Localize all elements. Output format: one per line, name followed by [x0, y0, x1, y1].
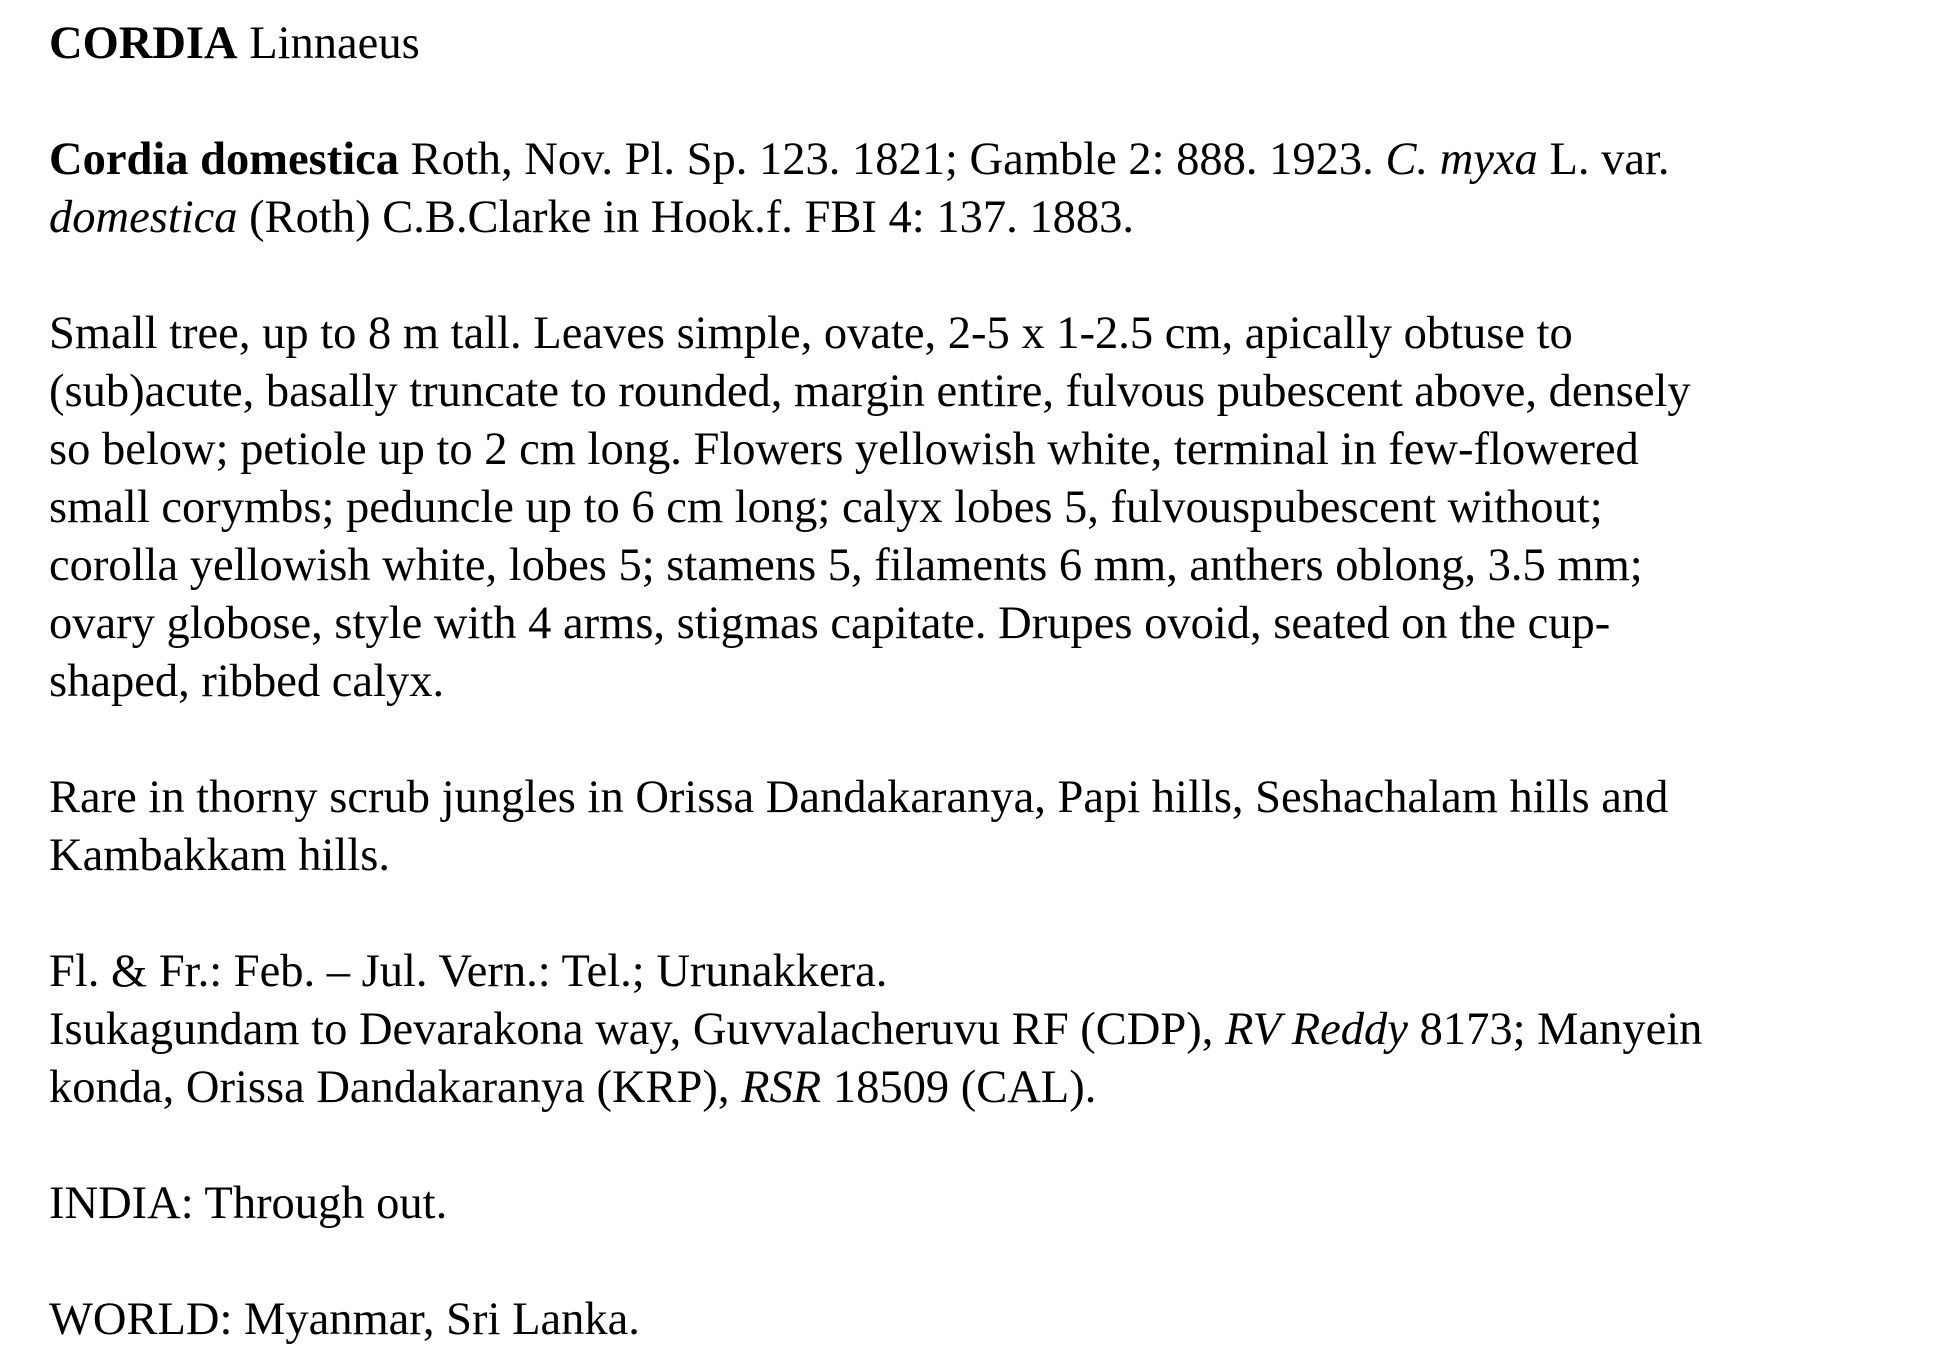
- description-line: so below; petiole up to 2 cm long. Flowers yellowish white, terminal in few-flowered: [49, 424, 1639, 475]
- description-line: small corymbs; peduncle up to 6 cm long; calyx lobes 5, fulvouspubescent without;: [49, 482, 1603, 533]
- synonym-genus: C. myxa: [1385, 134, 1538, 185]
- species-citation: [49, 131, 1929, 247]
- synonym-variety: domestica: [49, 192, 238, 243]
- species-name: Cordia domestica: [49, 134, 399, 185]
- description-line: Small tree, up to 8 m tall. Leaves simple, ovate, 2-5 x 1-2.5 cm, apically obtuse to: [49, 308, 1573, 359]
- species-citation-text-3: (Roth) C.B.Clarke in Hook.f. FBI 4: 137. 1883.: [237, 192, 1134, 243]
- spacer: [49, 1117, 1929, 1175]
- spacer: [49, 885, 1929, 943]
- distribution-line: Kambakkam hills.: [49, 830, 390, 881]
- spacer: [49, 73, 1929, 131]
- phenology-and-specimens: [49, 943, 1929, 1117]
- distribution-line: Rare in thorny scrub jungles in Orissa Dandakaranya, Papi hills, Seshachalam hills and: [49, 772, 1669, 823]
- description-line: ovary globose, style with 4 arms, stigmas capitate. Drupes ovoid, seated on the cup-: [49, 598, 1611, 649]
- genus-author: Linnaeus: [237, 18, 420, 69]
- genus-name: CORDIA: [49, 18, 238, 69]
- description-line: shaped, ribbed calyx.: [49, 656, 445, 707]
- world-distribution: [49, 1291, 1929, 1349]
- species-citation-text-1: Roth, Nov. Pl. Sp. 123. 1821; Gamble 2: 888. 1923.: [399, 134, 1386, 185]
- species-citation-text-2: L. var.: [1537, 134, 1670, 185]
- specimen-text-3: konda, Orissa Dandakaranya (KRP),: [49, 1062, 742, 1113]
- specimen-text-2: 8173; Manyein: [1407, 1004, 1703, 1055]
- description-line: (sub)acute, basally truncate to rounded, margin entire, fulvous pubescent above, densely: [49, 366, 1691, 417]
- genus-heading: [49, 15, 1929, 73]
- phenology-line: Fl. & Fr.: Feb. – Jul. Vern.: Tel.; Urunakkera.: [49, 946, 888, 997]
- specimen-text-1: Isukagundam to Devarakona way, Guvvalacheruvu RF (CDP),: [49, 1004, 1225, 1055]
- distribution-paragraph: [49, 769, 1929, 885]
- india-line: INDIA: Through out.: [49, 1178, 448, 1229]
- spacer: [49, 247, 1929, 305]
- description-line: corolla yellowish white, lobes 5; stamens 5, filaments 6 mm, anthers oblong, 3.5 mm;: [49, 540, 1643, 591]
- specimen-text-4: 18509 (CAL).: [821, 1062, 1097, 1113]
- specimen-collector-2: RSR: [741, 1062, 822, 1113]
- india-distribution: [49, 1175, 1929, 1233]
- world-line: WORLD: Myanmar, Sri Lanka.: [49, 1294, 640, 1345]
- specimen-collector-1: RV Reddy: [1225, 1004, 1408, 1055]
- species-description: [49, 305, 1929, 711]
- document-page: [49, 15, 1929, 1349]
- spacer: [49, 711, 1929, 769]
- spacer: [49, 1233, 1929, 1291]
